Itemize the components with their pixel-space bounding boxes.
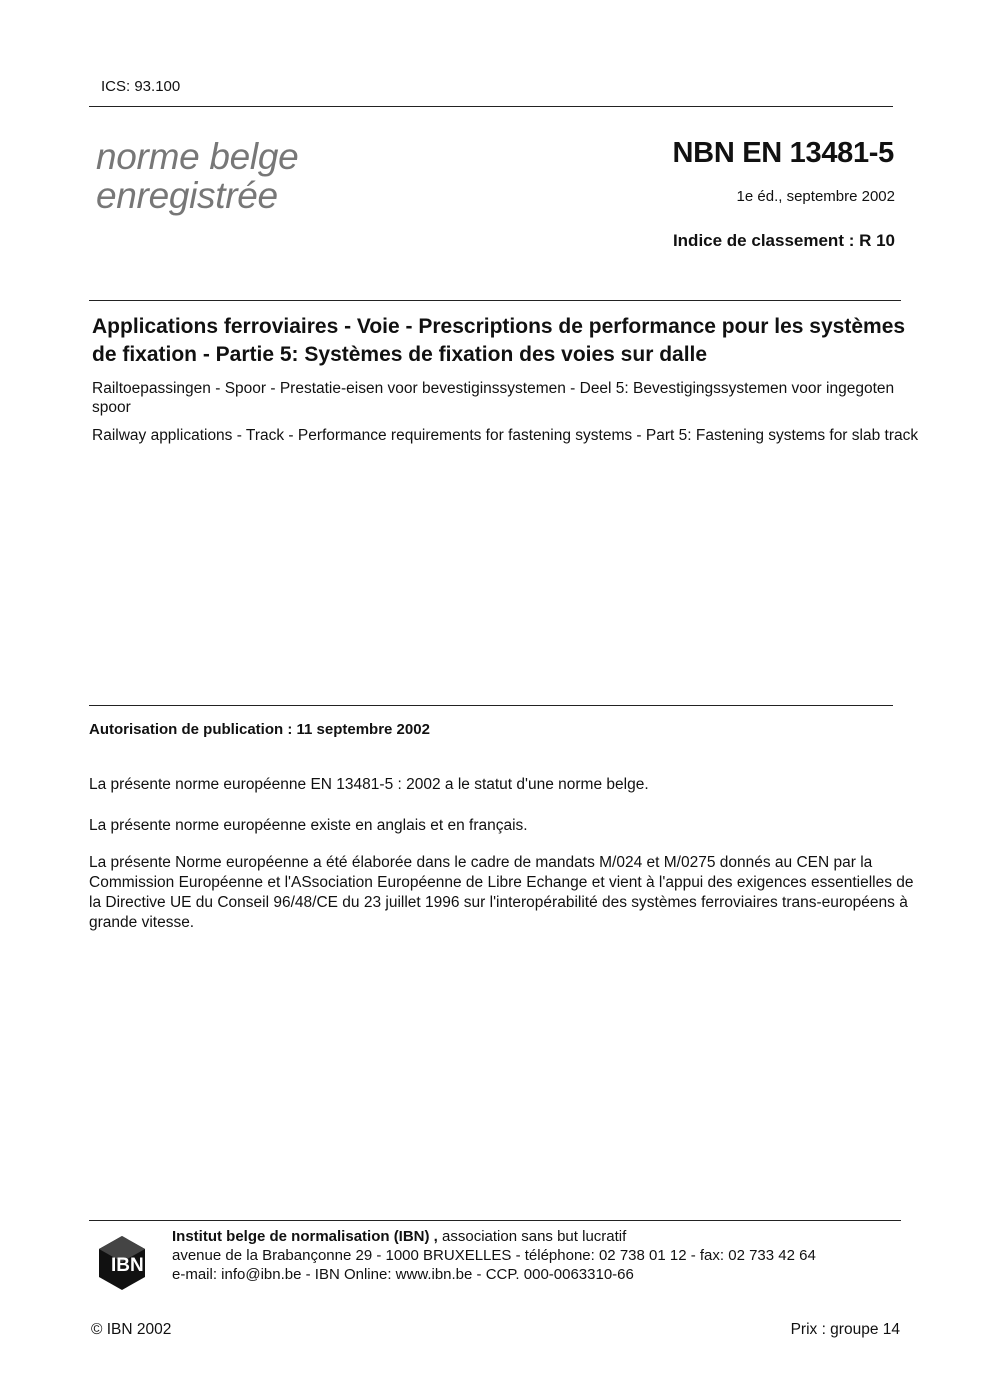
title-french: Applications ferroviaires - Voie - Prescriptions de performance pour les systèmes de fixation - Partie 5: Systèmes de fixation des voies sur dalle bbox=[92, 315, 906, 366]
contact-line: e-mail: info@ibn.be - IBN Online: www.ibn.be - CCP. 000-0063310-66 bbox=[172, 1266, 634, 1283]
address-line: avenue de la Brabançonne 29 - 1000 BRUXELLES - téléphone: 02 738 01 12 - fax: 02 733 42 64 bbox=[172, 1247, 816, 1264]
copyright: © IBN 2002 bbox=[91, 1321, 172, 1338]
ics-code: ICS: 93.100 bbox=[101, 78, 181, 95]
org-type: association sans but lucratif bbox=[437, 1228, 627, 1245]
svg-text:IBN: IBN bbox=[111, 1255, 144, 1276]
org-line bbox=[172, 1227, 816, 1246]
footer-divider bbox=[89, 1220, 901, 1221]
edition-date: 1e éd., septembre 2002 bbox=[736, 188, 895, 205]
header-divider bbox=[89, 106, 893, 107]
title-dutch: Railtoepassingen - Spoor - Prestatie-eisen voor bevestiginssystemen - Deel 5: Bevestigingssystemen voor ingegoten spoor bbox=[92, 380, 895, 416]
paragraph-status: La présente norme européenne EN 13481-5 : 2002 a le statut d'une norme belge. bbox=[89, 776, 649, 793]
registered-standard-label bbox=[96, 137, 298, 215]
title-english: Railway applications - Track - Performance requirements for fastening systems - Part 5: Fastening systems for slab track bbox=[92, 427, 919, 444]
norme-line-2: enregistrée bbox=[96, 175, 278, 216]
ibn-logo-icon bbox=[97, 1235, 147, 1291]
classification-index: Indice de classement : R 10 bbox=[672, 231, 895, 250]
publication-authorization: Autorisation de publication : 11 septembre 2002 bbox=[89, 721, 430, 738]
standard-number: NBN EN 13481-5 bbox=[672, 137, 894, 169]
price-group: Prix : groupe 14 bbox=[790, 1321, 900, 1338]
paragraph-mandate: La présente Norme européenne a été élaborée dans le cadre de mandats M/024 et M/0275 donnés au CEN par la Commission Européenne et l'ASsociation Européenne de Libre Echange et vient à l'appui des exigences essentielles de la Directive UE du Conseil 96/48/CE du 23 juillet 1996 sur l'interopérabilité des systèmes ferroviaires trans-européens à grande vitesse. bbox=[89, 854, 914, 931]
footer-contact bbox=[172, 1227, 816, 1284]
body-divider bbox=[89, 705, 893, 706]
org-name: Institut belge de normalisation (IBN) , bbox=[172, 1228, 438, 1245]
title-divider bbox=[89, 300, 901, 301]
paragraph-languages: La présente norme européenne existe en anglais et en français. bbox=[89, 817, 528, 834]
norme-line-1: norme belge bbox=[96, 136, 299, 177]
